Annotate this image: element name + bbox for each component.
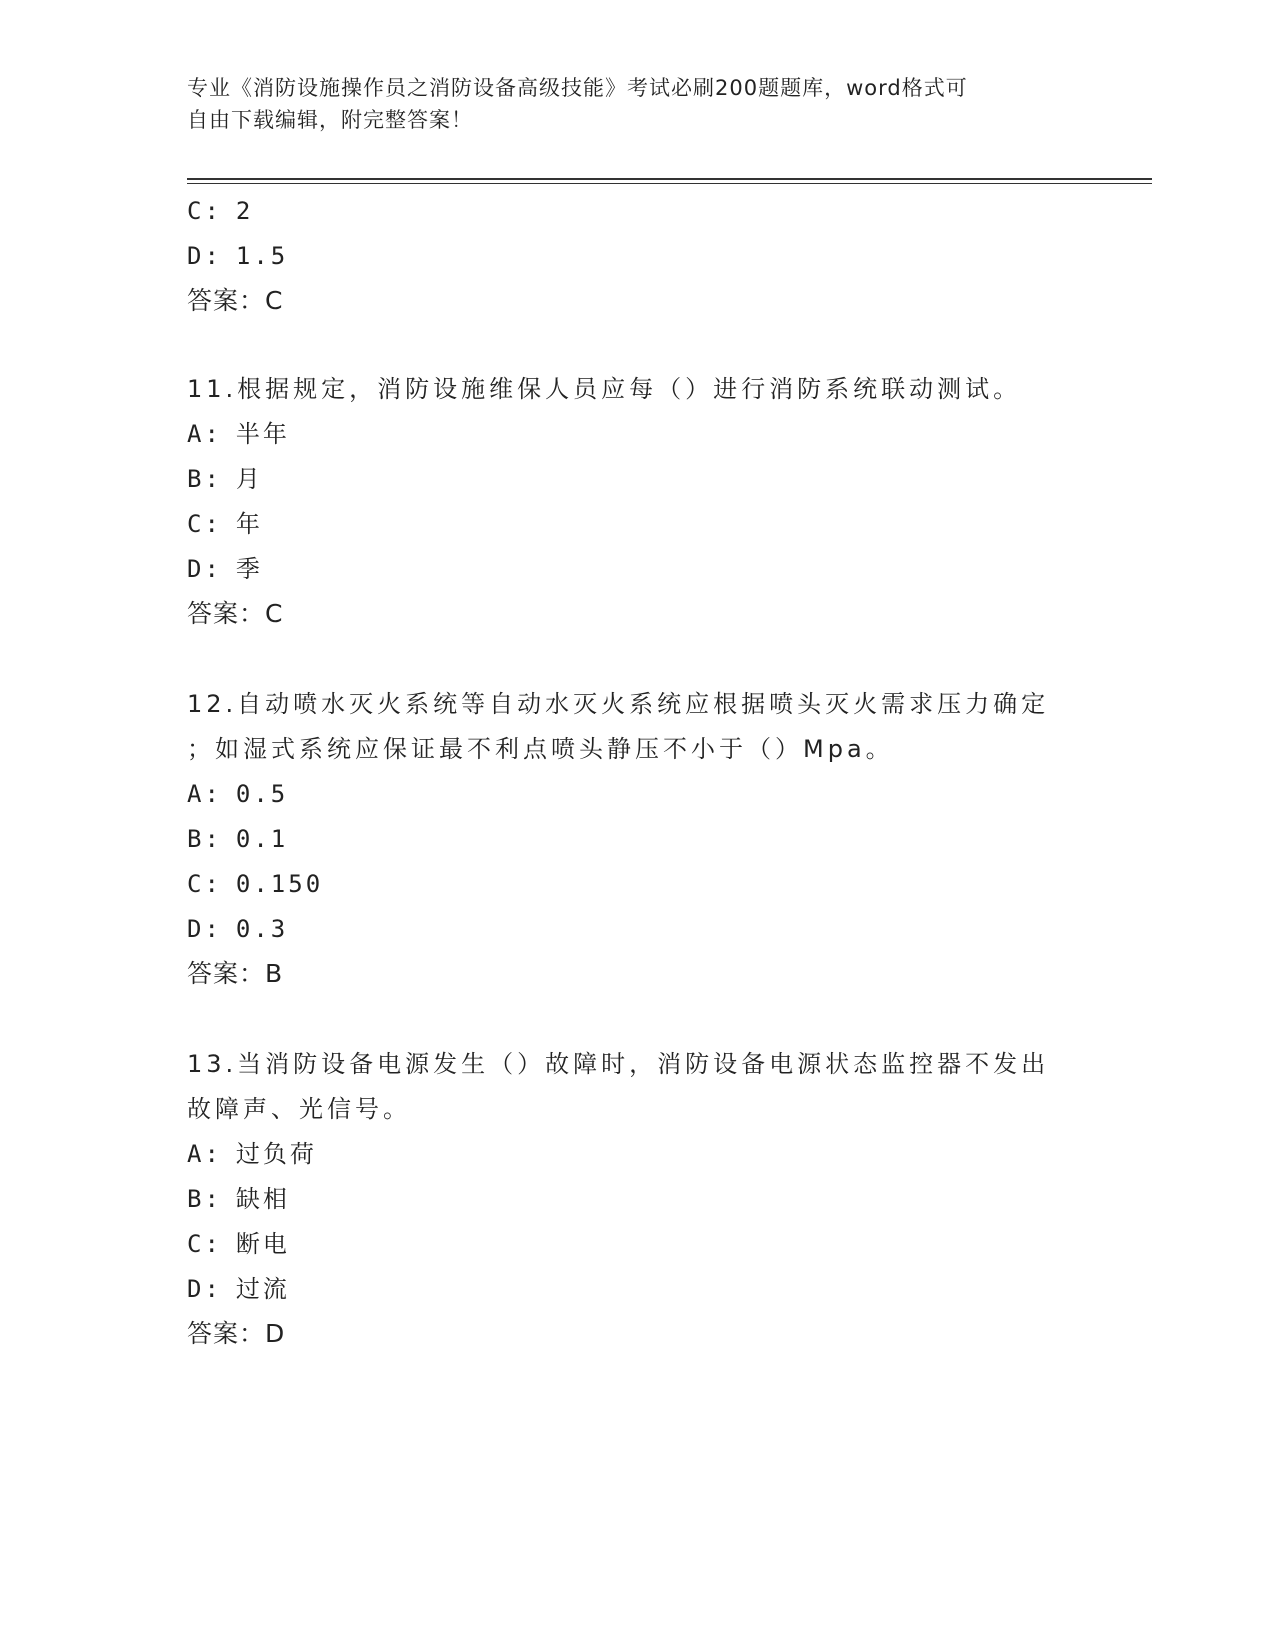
option-line — [187, 913, 288, 945]
option-letter: B: — [187, 825, 222, 853]
question-stem-continued: 故障声、光信号。 — [187, 1095, 411, 1123]
option-line — [187, 1228, 290, 1260]
answer-line: 答案：C — [187, 599, 284, 628]
option-line — [187, 553, 263, 585]
option-letter: C: — [187, 197, 222, 225]
option-letter: C: — [187, 870, 222, 898]
option-letter: A: — [187, 420, 222, 448]
option-line — [187, 1273, 290, 1305]
document-header — [187, 72, 1087, 136]
header-divider-thin — [187, 183, 1152, 184]
option-text: 2 — [235, 197, 254, 225]
question-stem-continued: ；如湿式系统应保证最不利点喷头静压不小于（）Mpa。 — [187, 735, 894, 763]
header-divider — [187, 178, 1152, 180]
option-line — [187, 823, 288, 855]
option-line — [187, 463, 263, 495]
option-text: 年 — [235, 510, 263, 538]
option-line — [187, 1183, 290, 1215]
option-letter: D: — [187, 915, 222, 943]
option-line — [187, 240, 288, 272]
option-text: 季 — [235, 555, 263, 583]
option-letter: A: — [187, 780, 222, 808]
option-letter: A: — [187, 1140, 222, 1168]
option-letter: D: — [187, 555, 222, 583]
answer-line: 答案：B — [187, 959, 284, 988]
option-text: 0.5 — [235, 780, 289, 808]
option-line — [187, 868, 323, 900]
option-letter: D: — [187, 242, 222, 270]
option-line — [187, 778, 288, 810]
question-stem: 12.自动喷水灭火系统等自动水灭火系统应根据喷头灭火需求压力确定 — [187, 690, 1050, 718]
answer-line: 答案：D — [187, 1319, 286, 1348]
option-text: 1.5 — [235, 242, 289, 270]
answer-line: 答案：C — [187, 286, 284, 315]
option-text: 月 — [235, 465, 263, 493]
header-line-1: 专业《消防设施操作员之消防设备高级技能》考试必刷200题题库，word格式可 — [187, 76, 968, 100]
question-stem: 13.当消防设备电源发生（）故障时，消防设备电源状态监控器不发出 — [187, 1050, 1050, 1078]
option-letter: B: — [187, 465, 222, 493]
question-stem: 11.根据规定，消防设施维保人员应每（）进行消防系统联动测试。 — [187, 375, 1022, 403]
option-text: 缺相 — [235, 1185, 290, 1213]
option-letter: B: — [187, 1185, 222, 1213]
option-letter: C: — [187, 1230, 222, 1258]
option-text: 断电 — [235, 1230, 290, 1258]
header-line-2: 自由下载编辑，附完整答案！ — [187, 108, 473, 132]
option-text: 0.150 — [235, 870, 324, 898]
option-text: 半年 — [235, 420, 290, 448]
option-line — [187, 418, 290, 450]
option-line — [187, 1138, 317, 1170]
option-letter: D: — [187, 1275, 222, 1303]
option-text: 过流 — [235, 1275, 290, 1303]
option-text: 0.3 — [235, 915, 289, 943]
option-letter: C: — [187, 510, 222, 538]
option-text: 0.1 — [235, 825, 289, 853]
option-line — [187, 508, 263, 540]
option-line — [187, 195, 253, 227]
option-text: 过负荷 — [235, 1140, 317, 1168]
